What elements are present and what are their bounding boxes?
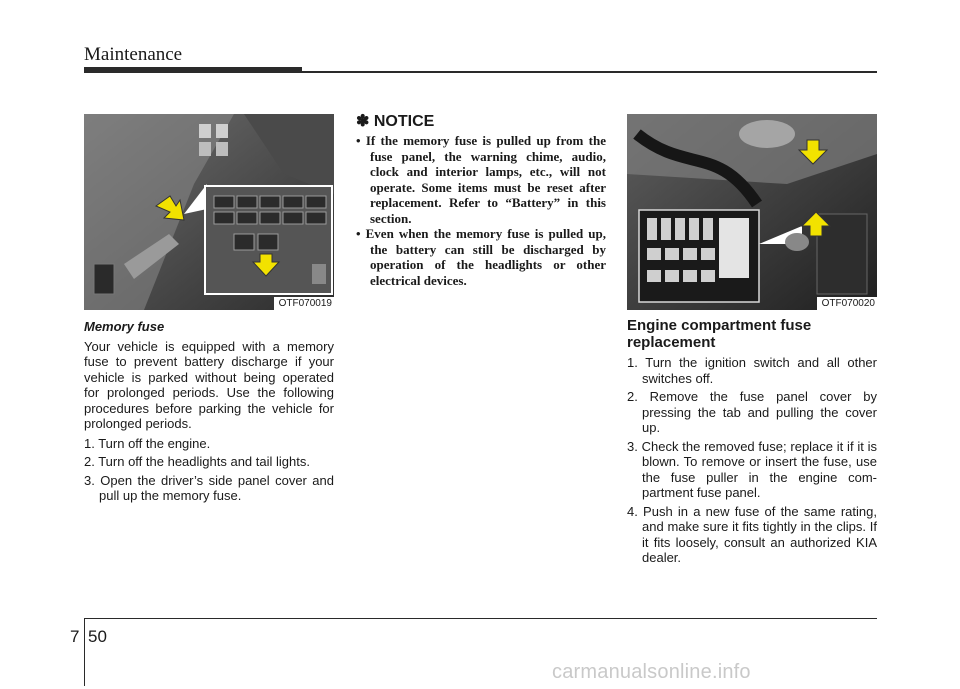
footer-divider (84, 618, 85, 686)
figure-code: OTF070019 (274, 297, 334, 310)
memory-fuse-illustration (84, 114, 334, 310)
list-item: 2. Turn off the headlights and tail lights. (84, 454, 310, 469)
left-column (84, 114, 334, 507)
list-item: • If the memory fuse is pulled up from the fuse panel, the warning chime, audio, clock and interior lamps, etc., will not operate. Some items must be reset after replacement. Refer to “Battery” in this section. (356, 133, 606, 226)
list-item: 3. Open the driver’s side panel cover and pull up the memory fuse. (84, 472, 334, 503)
notice-title: ✽ NOTICE (356, 113, 435, 130)
engine-fuse-figure (627, 114, 877, 310)
memory-fuse-paragraph: Your vehicle is equipped with a memory fuse to prevent battery discharge if your vehicle is parked without being operated for prolonged periods. Use the following procedures before parking the vehicle for prolonged periods. (84, 338, 334, 431)
list-item: • Even when the memory fuse is pulled up, the battery can still be discharged by operation of the headlights or other electrical devices. (356, 226, 606, 288)
notice-column (356, 112, 606, 288)
header-rule-thin (302, 71, 877, 73)
figure-code: OTF070020 (817, 297, 877, 310)
memory-fuse-figure (84, 114, 334, 310)
list-item: 1. Turn the ignition switch and all other switches off. (627, 355, 877, 386)
list-item: 1. Turn off the engine. (84, 435, 211, 451)
figure-caption: Memory fuse (84, 319, 165, 334)
list-item: 2. Remove the fuse panel cover by pressing the tab and pulling the cover up. (627, 389, 877, 435)
section-title: Engine compartment fuse replacement (627, 317, 812, 351)
page-number: 50 (88, 627, 107, 646)
header-title: Maintenance (84, 44, 183, 65)
engine-fuse-illustration (627, 114, 877, 310)
memory-fuse-steps (84, 436, 334, 504)
list-item: 3. Check the removed fuse; replace it if it is blown. To remove or insert the fuse, use the fuse puller in the engine com-partment fuse panel. (627, 438, 877, 500)
engine-fuse-steps (627, 355, 877, 566)
right-column (627, 114, 877, 569)
notice-list (356, 133, 606, 288)
chapter-number: 7 (70, 627, 80, 646)
list-item: 4. Push in a new fuse of the same rating, and make sure it fits tightly in the clips. If it fits loosely, consult an authorized KIA dealer. (627, 503, 877, 565)
header-rule-thick (84, 67, 302, 73)
footer-rule (84, 618, 877, 619)
watermark: carmanualsonline.info (552, 661, 751, 683)
